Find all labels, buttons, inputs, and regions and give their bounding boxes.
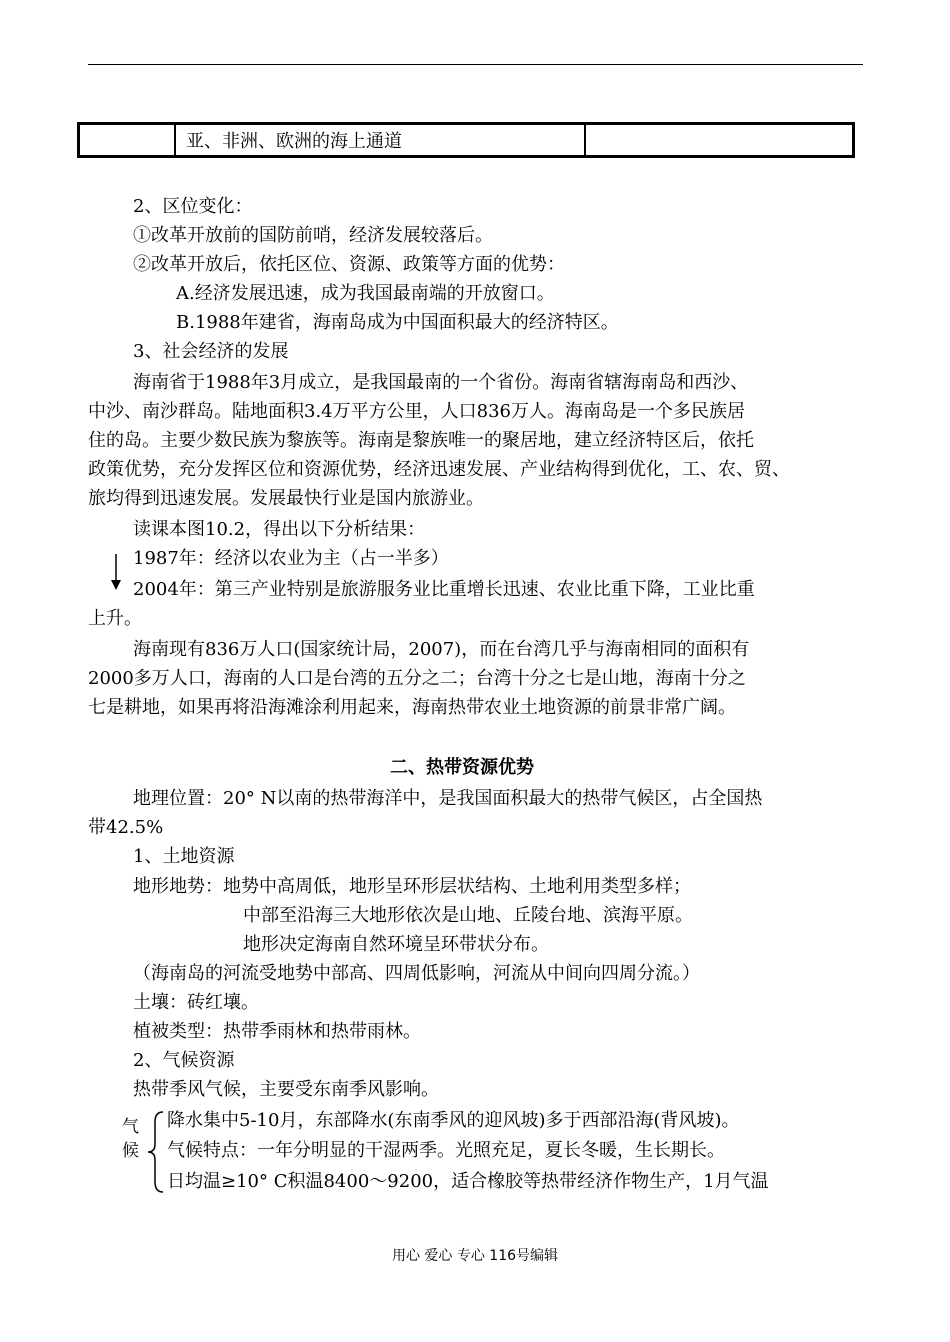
paragraph-line: 海南省于1988年3月成立，是我国最南的一个省份。海南省辖海南岛和西沙、: [133, 372, 749, 393]
paragraph-line: 带42.5%: [88, 817, 164, 838]
text-line: 降水集中5-10月，东部降水(东南季风的迎风坡)多于西部沿海(背风坡)。: [167, 1110, 740, 1131]
text-line: 土壤：砖红壤。: [133, 992, 259, 1013]
text-line: 热带季风气候，主要受东南季风影响。: [133, 1079, 439, 1100]
text-line: ②改革开放后，依托区位、资源、政策等方面的优势：: [133, 254, 565, 275]
text-line: 2004年：第三产业特别是旅游服务业比重增长迅速、农业比重下降，工业比重: [133, 579, 755, 600]
paragraph-line: 政策优势，充分发挥区位和资源优势，经济迅速发展、产业结构得到优化，工、农、贸、: [88, 459, 790, 480]
paragraph-line: 地理位置：20° N以南的热带海洋中，是我国面积最大的热带气候区，占全国热: [133, 788, 763, 809]
section-subtitle: 3、社会经济的发展: [133, 341, 289, 362]
text-line: 1987年：经济以农业为主（占一半多）: [133, 548, 449, 569]
text-line: ①改革开放前的国防前哨，经济发展较落后。: [133, 225, 493, 246]
section-subtitle: 2、区位变化：: [133, 196, 253, 217]
paragraph-line: 海南现有836万人口(国家统计局，2007)，而在台湾几乎与海南相同的面积有: [133, 639, 750, 660]
header-rule: [88, 64, 863, 65]
text-line: 读课本图10.2，得出以下分析结果：: [133, 519, 426, 540]
table-cell: [79, 124, 176, 157]
text-line: 地形地势：地势中高周低，地形呈环形层状结构、土地利用类型多样；: [133, 876, 691, 897]
page-footer: 用心 爱心 专心 116号编辑: [391, 1248, 559, 1264]
text-line: 植被类型：热带季雨林和热带雨林。: [133, 1021, 421, 1042]
text-line: 气候特点：一年分明显的干湿两季。光照充足，夏长冬暖，生长期长。: [167, 1140, 725, 1161]
text-line: 地形决定海南自然环境呈环带状分布。: [243, 934, 549, 955]
section-subtitle: 2、气候资源: [133, 1050, 235, 1071]
text-line: 日均温≥10° C积温8400～9200，适合橡胶等热带经济作物生产，1月气温: [167, 1171, 769, 1192]
paragraph-line: 住的岛。主要少数民族为黎族等。海南是黎族唯一的聚居地，建立经济特区后，依托: [88, 430, 754, 451]
down-arrow-icon: [108, 552, 124, 592]
text-line: （海南岛的河流受地势中部高、四周低影响，河流从中间向四周分流。）: [133, 963, 700, 984]
continuation-table: [77, 122, 855, 158]
brace-label: 候: [122, 1141, 139, 1161]
brace-label: 气: [122, 1117, 139, 1137]
table-cell: 亚、非洲、欧洲的海上通道: [175, 124, 585, 157]
paragraph-line: 七是耕地，如果再将沿海滩涂利用起来，海南热带农业土地资源的前景非常广阔。: [88, 697, 736, 718]
paragraph-line: 2000多万人口，海南的人口是台湾的五分之二；台湾十分之七是山地，海南十分之: [88, 668, 746, 689]
table-row: [79, 124, 854, 157]
text-line: B.1988年建省，海南岛成为中国面积最大的经济特区。: [176, 312, 619, 333]
text-line: 中部至沿海三大地形依次是山地、丘陵台地、滨海平原。: [243, 905, 693, 926]
table-cell: [585, 124, 854, 157]
left-brace-icon: [145, 1108, 167, 1196]
section-subtitle: 1、土地资源: [133, 846, 235, 867]
text-line: 上升。: [88, 608, 142, 629]
section-heading: 二、热带资源优势: [390, 757, 534, 778]
paragraph-line: 旅均得到迅速发展。发展最快行业是国内旅游业。: [88, 488, 484, 509]
text-line: A.经济发展迅速，成为我国最南端的开放窗口。: [176, 283, 555, 304]
paragraph-line: 中沙、南沙群岛。陆地面积3.4万平方公里，人口836万人。海南岛是一个多民族居: [88, 401, 745, 422]
